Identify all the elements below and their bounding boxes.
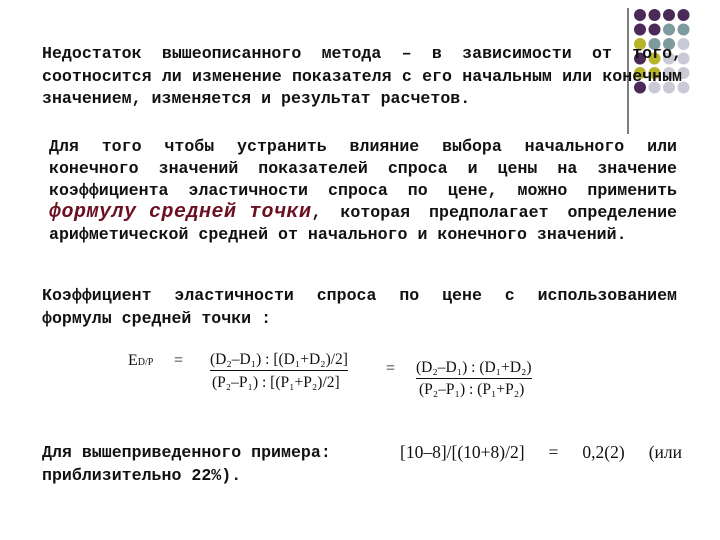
- decorative-dot: [678, 24, 690, 36]
- decorative-dot: [649, 9, 661, 21]
- paragraph-line-rest: , которая предполагает определение: [311, 203, 677, 222]
- paragraph-line: формулы средней точки :: [42, 308, 272, 328]
- paragraph-coefficient-definition: [42, 285, 677, 330]
- paragraph-line-with-highlight: [49, 202, 677, 224]
- decorative-dot: [634, 9, 646, 21]
- paragraph-line: соотносится ли изменение показателя с его начальным или конечным: [42, 66, 682, 86]
- formula-denominator-1: (P₂–P₁) : [(P₁+P₂)/2]: [212, 374, 340, 391]
- paragraph-line: значением, изменяется и результат расчетов.: [42, 89, 471, 108]
- highlight-midpoint-formula: формулу средней точки: [49, 201, 312, 224]
- paragraph-method-drawback: [42, 43, 682, 111]
- example-label-cont: приблизительно 22%).: [42, 466, 242, 485]
- paragraph-midpoint-intro: [49, 136, 677, 246]
- formula-denominator-2: (P₂–P₁) : (P₁+P₂): [419, 381, 525, 398]
- example-label: Для вышеприведенного примера:: [42, 443, 331, 462]
- decorative-dot: [649, 24, 661, 36]
- formula-symbol-e: ED/P: [128, 352, 154, 369]
- paragraph-line: Для того чтобы устранить влияние выбора начального или: [49, 137, 677, 156]
- paragraph-line: конечного значений показателей спроса и цены на значение: [49, 159, 677, 178]
- paragraph-line: Коэффициент эластичности спроса по цене с использованием: [42, 286, 677, 305]
- formula-numerator-2: (D₂–D₁) : (D₁+D₂): [416, 359, 532, 379]
- decorative-dot: [663, 9, 675, 21]
- paragraph-line: Недостаток вышеописанного метода – в зависимости от того,: [42, 44, 682, 63]
- decorative-dot: [678, 9, 690, 21]
- decorative-dot: [634, 24, 646, 36]
- paragraph-line: коэффициента эластичности спроса по цене, можно применить: [49, 181, 677, 200]
- formula-numerator-1: (D₂–D₁) : [(D₁+D₂)/2]: [210, 351, 348, 371]
- decorative-dot: [663, 24, 675, 36]
- formula-equals-sign-2: =: [386, 360, 396, 377]
- paragraph-line: арифметической средней от начального и конечного значений.: [49, 225, 627, 244]
- example-calculation: [10–8]/[(10+8)/2] = 0,2(2) (или: [400, 442, 682, 462]
- formula-equals-sign: =: [174, 352, 184, 369]
